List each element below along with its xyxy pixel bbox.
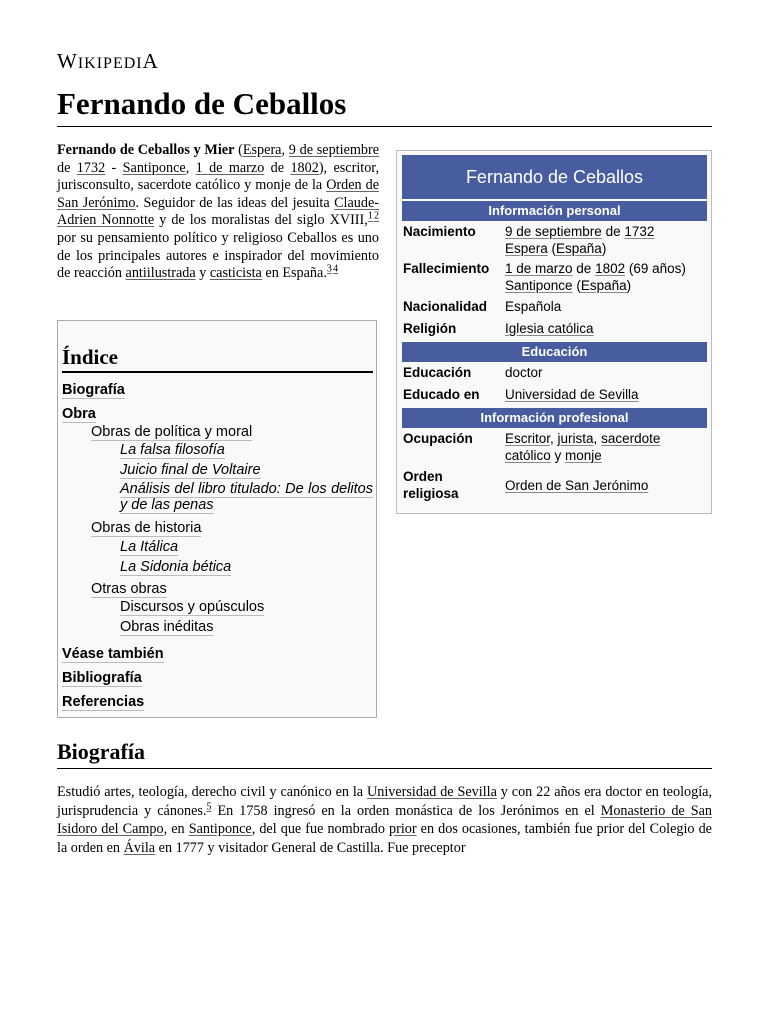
link-universidad-sevilla[interactable]: Universidad de Sevilla bbox=[366, 784, 497, 800]
toc-item-otras-obras[interactable] bbox=[91, 580, 167, 598]
link-universidad-sevilla[interactable]: Universidad de Sevilla bbox=[505, 387, 639, 402]
biografia-paragraph bbox=[57, 783, 712, 857]
link-espana[interactable]: España bbox=[580, 278, 627, 293]
link-1732[interactable]: 1732 bbox=[624, 224, 655, 239]
value-educacion: doctor bbox=[505, 365, 543, 380]
toc-item-analisis-libro[interactable] bbox=[120, 481, 373, 513]
link-prior[interactable]: prior bbox=[389, 821, 417, 837]
lead-text: , bbox=[281, 142, 289, 158]
value-ocupacion bbox=[505, 430, 705, 464]
value-text: de bbox=[572, 261, 596, 276]
label-nacionalidad: Nacionalidad bbox=[403, 299, 488, 314]
ref-2[interactable]: 2 bbox=[374, 210, 379, 222]
infobox-title: Fernando de Ceballos bbox=[402, 155, 707, 199]
value-text: ) bbox=[601, 241, 607, 256]
value-text: de bbox=[601, 224, 625, 239]
toc-item-label: Obras de política y moral bbox=[91, 424, 253, 440]
bio-text: en dos ocasiones, también fue prior del Colegio de la orden en bbox=[57, 821, 712, 856]
logo-letter-a: A bbox=[142, 49, 159, 73]
toc-item-discursos[interactable] bbox=[120, 598, 264, 616]
bio-text: En 1758 ingresó en la orden monástica de los Jerónimos en el bbox=[211, 802, 601, 819]
toc-item-biografia[interactable] bbox=[62, 381, 125, 399]
link-1732[interactable]: 1732 bbox=[76, 159, 106, 176]
toc-item-label: Véase también bbox=[62, 646, 164, 662]
label-fallecimiento: Fallecimiento bbox=[403, 261, 490, 276]
link-escritor[interactable]: Escritor bbox=[505, 431, 551, 446]
logo-letter-w: W bbox=[57, 49, 78, 73]
value-fallecimiento bbox=[505, 260, 705, 294]
value-nacimiento bbox=[505, 223, 705, 257]
bio-text: Estudió artes, teología, derecho civil y canónico en la bbox=[57, 784, 367, 800]
link-monasterio[interactable]: Monasterio de San Isidoro del Campo bbox=[57, 802, 712, 837]
value-educado-en bbox=[505, 386, 705, 403]
link-9-septiembre[interactable]: 9 de septiembre bbox=[288, 142, 380, 158]
toc-item-label: La Sidonia bética bbox=[120, 559, 232, 575]
page-title: Fernando de Ceballos bbox=[57, 84, 712, 127]
toc-item-obras-politica[interactable] bbox=[91, 423, 252, 441]
toc-item-label: Obras inéditas bbox=[120, 619, 214, 635]
logo-smallcaps: IKIPEDI bbox=[77, 55, 143, 72]
link-antiilustrada[interactable]: antiilustrada bbox=[125, 265, 196, 282]
toc-item-label: La Itálica bbox=[120, 539, 179, 555]
link-espera[interactable]: Espera bbox=[505, 241, 548, 256]
toc-item-juicio-final[interactable] bbox=[120, 461, 261, 479]
link-9-septiembre[interactable]: 9 de septiembre bbox=[505, 224, 602, 239]
label-educado-en: Educado en bbox=[403, 387, 480, 402]
toc-item-obra[interactable] bbox=[62, 405, 96, 423]
bio-text: y con 22 años era doctor en teología, jurisprudencia y cánones. bbox=[57, 784, 712, 819]
value-text: y bbox=[550, 448, 566, 463]
toc-item-vease-tambien[interactable] bbox=[62, 645, 164, 663]
value-text: , bbox=[550, 431, 558, 446]
link-avila[interactable]: Ávila bbox=[123, 839, 156, 856]
toc-item-label: Otras obras bbox=[91, 581, 167, 597]
ref-4[interactable]: 4 bbox=[333, 263, 339, 275]
link-santiponce[interactable]: Santiponce bbox=[505, 278, 573, 293]
ref-3[interactable]: 3 bbox=[326, 263, 332, 275]
lead-text: por su pensamiento político y religioso Ceballos es uno de los principales autores e inspirador del movimiento de reacción bbox=[57, 229, 379, 282]
toc-item-bibliografia[interactable] bbox=[62, 669, 142, 687]
lead-text: de bbox=[57, 159, 77, 176]
value-religion bbox=[505, 320, 705, 337]
subject-name: Fernando de Ceballos y Mier bbox=[57, 142, 235, 158]
ref-1[interactable]: 1 bbox=[367, 210, 373, 222]
bio-text: en 1777 y visitador General de Castilla. Fue preceptor bbox=[155, 839, 466, 856]
value-text: ( bbox=[547, 241, 557, 256]
toc-item-label: Biografía bbox=[62, 382, 125, 398]
link-nonnotte[interactable]: Claude-Adrien Nonnotte bbox=[57, 194, 379, 229]
toc-item-label: Análisis del libro titulado: De los delitos y de las penas bbox=[120, 481, 373, 513]
link-1802[interactable]: 1802 bbox=[290, 159, 319, 176]
value-text: , bbox=[593, 431, 602, 446]
lead-text: en España. bbox=[261, 265, 327, 282]
link-1-marzo[interactable]: 1 de marzo bbox=[195, 159, 265, 176]
value-text: (69 años) bbox=[625, 261, 686, 276]
value-text: ( bbox=[572, 278, 581, 293]
link-orden-san-jeronimo[interactable]: Orden de San Jerónimo bbox=[57, 177, 379, 211]
infobox-section-profesional: Información profesional bbox=[402, 408, 707, 428]
toc-item-la-italica[interactable] bbox=[120, 538, 178, 556]
link-1802[interactable]: 1802 bbox=[595, 261, 626, 276]
value-orden-religiosa bbox=[505, 477, 705, 494]
lead-text: . Seguidor de las ideas del jesuita bbox=[135, 194, 335, 211]
value-nacionalidad: Española bbox=[505, 299, 562, 314]
infobox bbox=[396, 150, 712, 514]
link-espana[interactable]: España bbox=[556, 241, 602, 256]
ref-5[interactable]: 5 bbox=[206, 800, 212, 812]
toc-item-sidonia-betica[interactable] bbox=[120, 558, 231, 576]
toc-item-label: Juicio final de Voltaire bbox=[120, 462, 261, 478]
toc-item-obras-ineditas[interactable] bbox=[120, 618, 214, 636]
toc-item-obras-historia[interactable] bbox=[91, 519, 201, 537]
label-ocupacion: Ocupación bbox=[403, 431, 473, 446]
bio-text: , en bbox=[163, 821, 189, 837]
bio-text: , del que fue nombrado bbox=[251, 821, 390, 837]
lead-text: ( bbox=[234, 142, 243, 158]
lead-text: y de los moralistas del siglo XVIII, bbox=[154, 212, 368, 229]
lead-text: - bbox=[105, 159, 123, 176]
toc-item-referencias[interactable] bbox=[62, 693, 144, 711]
toc-heading: Índice bbox=[62, 343, 373, 373]
table-of-contents bbox=[57, 320, 377, 718]
link-monje[interactable]: monje bbox=[565, 448, 602, 463]
infobox-section-personal: Información personal bbox=[402, 201, 707, 221]
link-santiponce[interactable]: Santiponce bbox=[122, 159, 186, 176]
label-nacimiento: Nacimiento bbox=[403, 224, 476, 239]
link-sacerdote-catolico[interactable]: sacerdote católico bbox=[505, 431, 661, 463]
section-heading-biografia: Biografía bbox=[57, 737, 712, 769]
infobox-section-educacion: Educación bbox=[402, 342, 707, 362]
link-espera[interactable]: Espera bbox=[242, 142, 282, 158]
toc-item-label: Discursos y opúsculos bbox=[120, 599, 265, 615]
toc-item-falsa-filosofia[interactable] bbox=[120, 441, 225, 459]
link-iglesia-catolica[interactable]: Iglesia católica bbox=[505, 321, 594, 336]
toc-item-label: Obra bbox=[62, 406, 96, 422]
value-text: ) bbox=[626, 278, 632, 293]
link-1-marzo[interactable]: 1 de marzo bbox=[505, 261, 573, 276]
lead-text: ), escritor, jurisconsulto, sacerdote católico y monje de la bbox=[57, 159, 379, 194]
wikipedia-logo[interactable] bbox=[57, 49, 159, 76]
toc-item-label: Obras de historia bbox=[91, 520, 202, 536]
link-santiponce[interactable]: Santiponce bbox=[188, 821, 252, 837]
lead-text: , bbox=[185, 159, 196, 176]
label-religion: Religión bbox=[403, 321, 457, 336]
toc-item-label: La falsa filosofía bbox=[120, 442, 225, 458]
lead-text: y bbox=[195, 265, 210, 282]
label-orden-religiosa: Orden religiosa bbox=[403, 469, 459, 501]
toc-item-label: Referencias bbox=[62, 694, 145, 710]
link-orden-san-jeronimo[interactable]: Orden de San Jerónimo bbox=[505, 478, 649, 493]
link-casticista[interactable]: casticista bbox=[209, 265, 262, 282]
label-educacion: Educación bbox=[403, 365, 472, 380]
link-jurista[interactable]: jurista bbox=[557, 431, 594, 446]
lead-text: de bbox=[264, 159, 291, 176]
lead-paragraph bbox=[57, 142, 379, 283]
toc-item-label: Bibliografía bbox=[62, 670, 142, 686]
